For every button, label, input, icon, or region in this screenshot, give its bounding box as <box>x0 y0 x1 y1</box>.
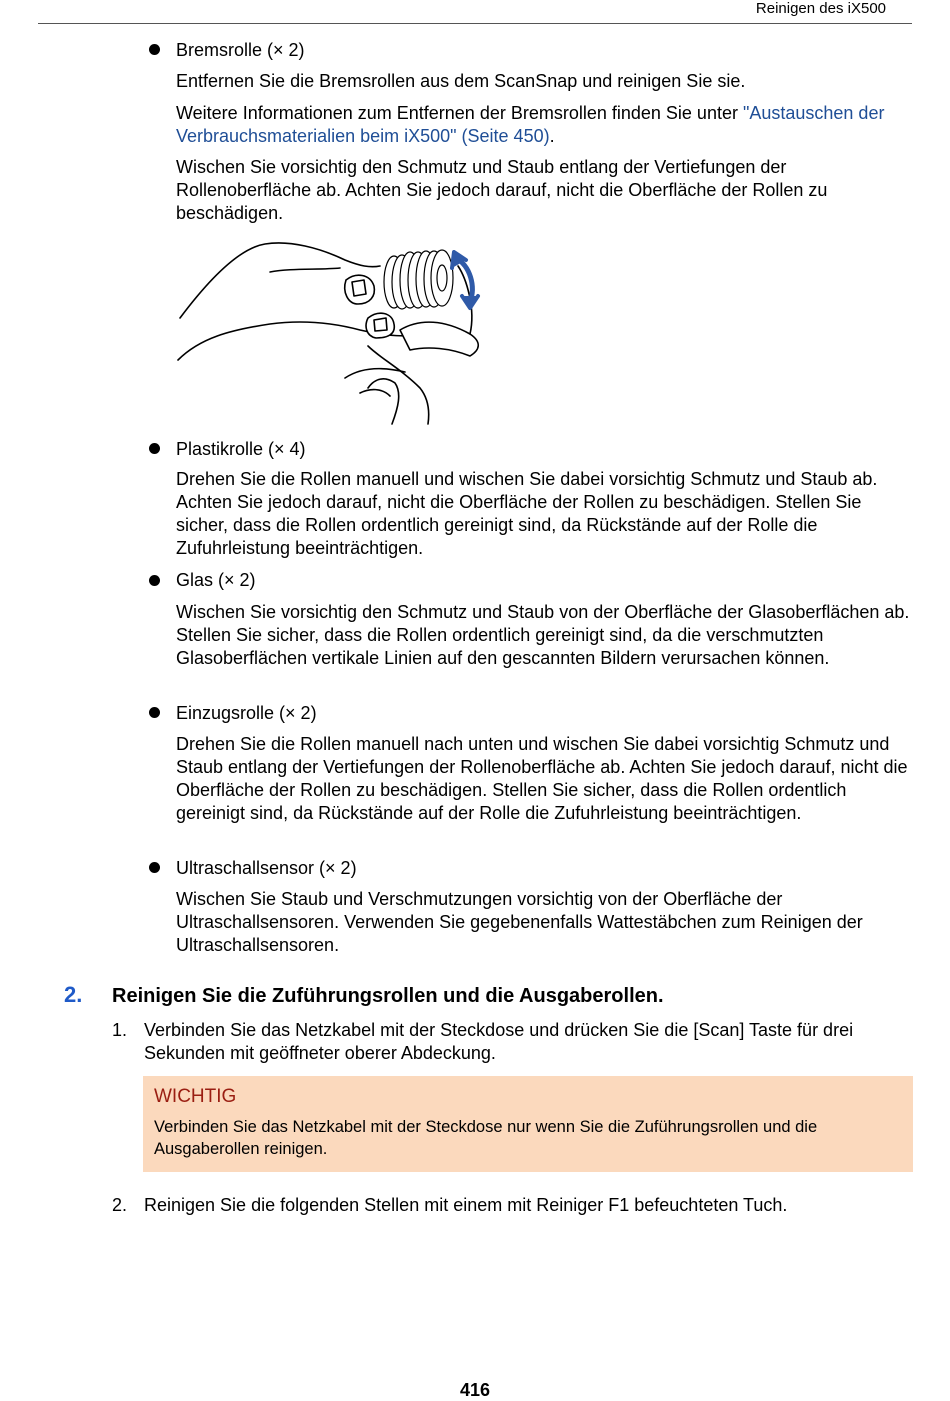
glas-title: Glas (× 2) <box>176 570 256 590</box>
substep-number: 1. <box>112 1020 128 1040</box>
bremsrolle-info-text <box>176 102 916 148</box>
replacement-link[interactable]: "Austauschen der Verbrauchsmaterialien beim iX500" (Seite 450) <box>176 103 885 146</box>
header-title: Reinigen des iX500 <box>755 0 886 17</box>
bullet-icon <box>149 443 160 454</box>
important-text: Verbinden Sie das Netzkabel mit der Steckdose nur wenn Sie die Zuführungsrollen und die Ausgaberollen reinigen. <box>154 1118 818 1158</box>
bremsrolle-remove-text: Entfernen Sie die Bremsrollen aus dem ScanSnap und reinigen Sie sie. <box>176 71 746 91</box>
einzugsrolle-title: Einzugsrolle (× 2) <box>176 703 317 723</box>
bullet-icon <box>149 575 160 586</box>
bremsrolle-info-suffix: . <box>549 126 555 146</box>
bullet-icon <box>149 862 160 873</box>
header-divider <box>38 23 912 24</box>
ultraschallsensor-title: Ultraschallsensor (× 2) <box>176 858 357 878</box>
step-title: Reinigen Sie die Zuführungsrollen und die Ausgaberollen. <box>112 985 664 1007</box>
page-number: 416 <box>459 1380 491 1400</box>
bremsrolle-title: Bremsrolle (× 2) <box>176 40 305 60</box>
bullet-icon <box>149 44 160 55</box>
substep-number: 2. <box>112 1195 128 1215</box>
substep-text: Reinigen Sie die folgenden Stellen mit einem mit Reiniger F1 befeuchteten Tuch. <box>144 1195 788 1215</box>
ultraschallsensor-text: Wischen Sie Staub und Verschmutzungen vorsichtig von der Oberfläche der Ultraschallsensoren. Verwenden Sie gegebenenfalls Wattestäbchen zum Reinigen der Ultraschallsensoren. <box>176 889 863 955</box>
roller-cleaning-illustration <box>170 238 490 426</box>
glas-text: Wischen Sie vorsichtig den Schmutz und Staub von der Oberfläche der Glasoberflächen ab. Stellen Sie sicher, dass die Rollen ordentlich gereinigt sind, da die verschmutzten Glasoberflächen vertikale Linien auf den gescannten Bildern verursachen können. <box>176 602 910 668</box>
substep-text: Verbinden Sie das Netzkabel mit der Steckdose und drücken Sie die [Scan] Taste für drei Sekunden mit geöffneter oberer Abdeckung. <box>144 1020 854 1063</box>
bullet-icon <box>149 707 160 718</box>
important-title: WICHTIG <box>154 1086 237 1107</box>
plastikrolle-title: Plastikrolle (× 4) <box>176 439 306 459</box>
important-box <box>143 1076 913 1172</box>
bremsrolle-clean-text: Wischen Sie vorsichtig den Schmutz und Staub entlang der Vertiefungen der Rollenoberfläche ab. Achten Sie jedoch darauf, nicht die Oberfläche der Rollen zu beschädigen. <box>176 157 828 223</box>
plastikrolle-text: Drehen Sie die Rollen manuell und wischen Sie dabei vorsichtig Schmutz und Staub ab. Achten Sie jedoch darauf, nicht die Oberfläche der Rollen zu beschädigen. Stellen Sie sicher, dass die Rollen ordentlich gereinigt sind, da Rückstände auf der Rolle die Zufuhrleistung beeinträchtigen. <box>176 469 878 558</box>
einzugsrolle-text: Drehen Sie die Rollen manuell nach unten und wischen Sie dabei vorsichtig Schmutz und Staub entlang der Vertiefungen der Rollenoberfläche ab. Achten Sie jedoch darauf, nicht die Oberfläche der Rollen zu beschädigen. Stellen Sie sicher, dass die Rollen ordentlich gereinigt sind, da Rückstände auf der Rolle die Zufuhrleistung beeinträchtigen. <box>176 734 908 823</box>
bremsrolle-info-prefix: Weitere Informationen zum Entfernen der Bremsrollen finden Sie unter <box>176 103 743 123</box>
step-number: 2. <box>64 982 83 1007</box>
